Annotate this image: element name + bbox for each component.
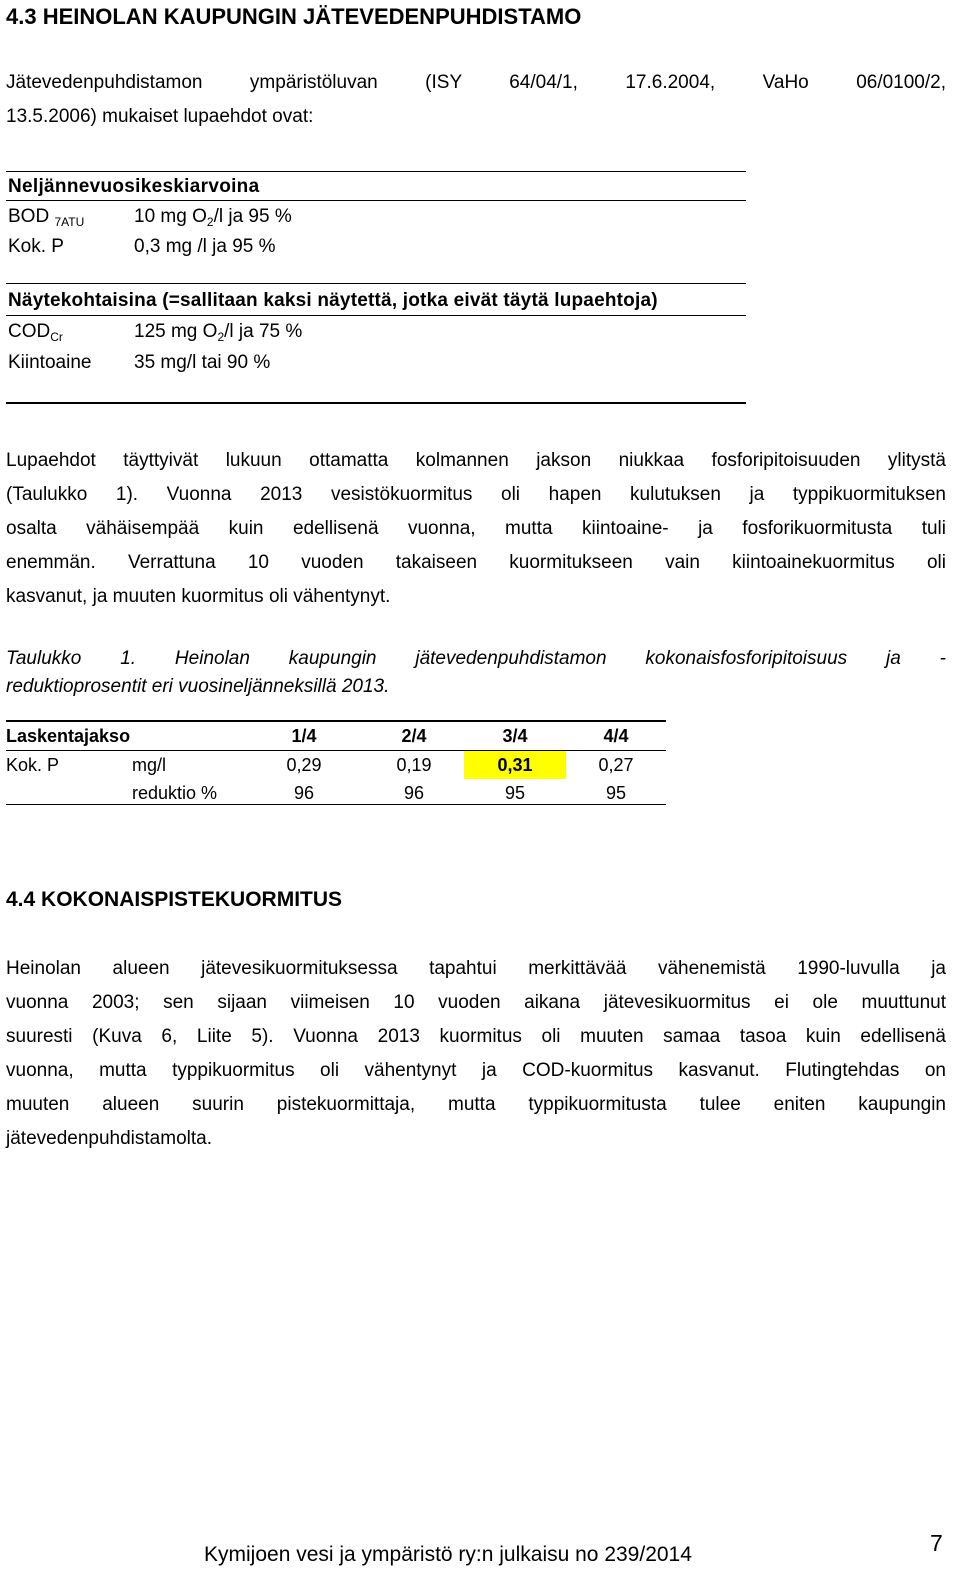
sample-top-rule <box>6 283 746 284</box>
paragraph2-line: suuresti (Kuva 6, Liite 5). Vuonna 2013 kuormitus oli muuten samaa tasoa kuin edellisenä <box>6 1026 946 1047</box>
p-label: Kok. P <box>8 236 64 257</box>
table-header-cell: 3/4 <box>502 725 528 746</box>
paragraph1-line: (Taulukko 1). Vuonna 2013 vesistökuormitus oli hapen kulutuksen ja typpikuormituksen <box>6 484 946 505</box>
table-header-cell: 4/4 <box>603 725 629 746</box>
section-heading-4-3: 4.3 HEINOLAN KAUPUNGIN JÄTEVEDENPUHDISTAMO <box>6 4 582 29</box>
table-cell <box>6 779 132 807</box>
table-cell: 0,27 <box>598 754 634 775</box>
table-cell: mg/l <box>132 754 167 775</box>
table-header-cell: Laskentajakso <box>6 725 131 746</box>
paragraph1-line: kasvanut, ja muuten kuormitus oli vähentynyt. <box>6 586 391 607</box>
table-header-cell: 1/4 <box>291 725 317 746</box>
footer-text: Kymijoen vesi ja ympäristö ry:n julkaisu no 239/2014 <box>204 1543 692 1566</box>
phosphorus-table <box>6 722 666 807</box>
table-row <box>6 779 666 807</box>
table-cell: 96 <box>293 782 315 803</box>
table-header-row <box>6 722 666 751</box>
cod-value: 125 mg $O_2/l$ ja 75 % <box>134 321 303 344</box>
paragraph1-line: Lupaehdot täyttyivät lukuun ottamatta kolmannen jakson niukkaa fosforipitoisuuden ylitystä <box>6 450 946 471</box>
section-heading-4-4: 4.4 KOKONAISPISTEKUORMITUS <box>6 888 343 911</box>
sample-title: Näytekohtaisina (=sallitaan kaksi näytettä, jotka eivät täytä lupaehtoja) <box>8 290 658 311</box>
table-cell: 0,19 <box>396 754 432 775</box>
permit-top-rule <box>6 171 746 172</box>
table-cell: Kok. P <box>6 754 60 775</box>
table-cell: reduktio % <box>132 782 218 803</box>
quarterly-rule <box>6 200 746 201</box>
quarterly-title: Neljännevuosikeskiarvoina <box>8 176 260 197</box>
page-number: 7 <box>930 1530 943 1556</box>
table-caption-line-2: reduktioprosentit eri vuosineljänneksillä 2013. <box>6 676 390 697</box>
sample-rule <box>6 315 746 316</box>
intro-line-2: 13.5.2006) mukaiset lupaehdot ovat: <box>6 106 314 127</box>
table-row <box>6 751 666 780</box>
cod-label: $COD_{Cr}$ <box>8 321 63 344</box>
table-header-cell: 2/4 <box>401 725 427 746</box>
table-cell: 95 <box>504 782 526 803</box>
intro-line-1: Jätevedenpuhdistamon ympäristöluvan (ISY 64/04/1, 17.6.2004, VaHo 06/0100/2, <box>6 72 946 93</box>
table-cell: 0,29 <box>286 754 322 775</box>
bod-label: BOD $_{7ATU}$ <box>8 206 85 229</box>
paragraph1-line: enemmän. Verrattuna 10 vuoden takaiseen kuormitukseen vain kiintoainekuormitus oli <box>6 552 946 573</box>
table-bottom-rule <box>6 804 666 805</box>
table-caption-line-1: Taulukko 1. Heinolan kaupungin jätevedenpuhdistamon kokonaisfosforipitoisuus ja - <box>6 648 946 669</box>
paragraph1-line: osalta vähäisempää kuin edellisenä vuonna, mutta kiintoaine- ja fosforikuormitusta tuli <box>6 518 946 539</box>
ss-value: 35 mg/l tai 90 % <box>134 352 271 373</box>
paragraph2-line: jätevedenpuhdistamolta. <box>6 1128 212 1149</box>
table-cell-highlighted: 0,31 <box>464 751 566 780</box>
permit-bottom-rule <box>6 402 746 404</box>
paragraph2-line: vuonna, mutta typpikuormitus oli vähentynyt ja COD-kuormitus kasvanut. Flutingtehdas on <box>6 1060 946 1081</box>
paragraph2-line: vuonna 2003; sen sijaan viimeisen 10 vuoden aikana jätevesikuormitus ei ole muuttunut <box>6 992 946 1013</box>
paragraph2-line: muuten alueen suurin pistekuormittaja, mutta typpikuormitusta tulee eniten kaupungin <box>6 1094 946 1115</box>
table-cell: 96 <box>403 782 425 803</box>
table-header-cell <box>132 722 244 751</box>
ss-label: Kiintoaine <box>8 352 92 373</box>
p-value: 0,3 mg /l ja 95 % <box>134 236 276 257</box>
paragraph2-line: Heinolan alueen jätevesikuormituksessa tapahtui merkittävää vähenemistä 1990-luvulla ja <box>6 958 946 979</box>
bod-value: 10 mg $O_2/l$ ja 95 % <box>134 206 292 229</box>
table-cell: 95 <box>605 782 627 803</box>
